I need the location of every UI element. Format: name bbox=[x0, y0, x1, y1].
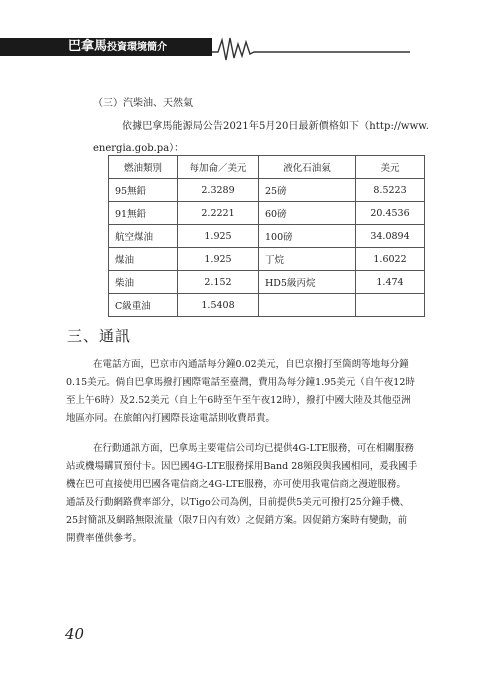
table-cell bbox=[356, 294, 425, 317]
paragraph-telephone bbox=[66, 356, 415, 428]
table-cell: 8.5223 bbox=[356, 179, 425, 202]
table-cell: HD5級丙烷 bbox=[259, 271, 356, 294]
paragraph-line: 至上午6時）及2.52美元（自上午6時至午至午夜12時），撥打中國大陸及其他亞洲 bbox=[66, 395, 411, 406]
page-number: 40 bbox=[65, 625, 85, 643]
table-cell: 2.152 bbox=[178, 271, 259, 294]
paragraph-line: 通話及行動網路費率部分，以Tigo公司為例，目前提供5美元可撥打25分鐘手機、 bbox=[66, 497, 410, 508]
table-cell: 25磅 bbox=[259, 179, 356, 202]
header-title-sub: 投資環境簡介 bbox=[107, 42, 168, 53]
table-cell: 2.2221 bbox=[178, 202, 259, 225]
table-row bbox=[109, 225, 425, 248]
section-title: 三、通訊 bbox=[67, 327, 132, 345]
page-header bbox=[0, 0, 480, 70]
column-header: 每加侖／美元 bbox=[178, 156, 259, 179]
table-row bbox=[109, 248, 425, 271]
paragraph-line: 在行動通訊方面，巴拿馬主要電信公司均已提供4G-LTE服務，可在相關服務 bbox=[93, 443, 414, 454]
table-cell bbox=[259, 294, 356, 317]
heartbeat-line-icon bbox=[180, 34, 410, 62]
intro-line-1: 依據巴拿馬能源局公告2021年5月20日最新價格如下（http://www. bbox=[122, 121, 429, 132]
column-header: 美元 bbox=[356, 156, 425, 179]
table-cell: 1.5408 bbox=[178, 294, 259, 317]
header-title-main: 巴拿馬 bbox=[68, 39, 108, 54]
table-row bbox=[109, 294, 425, 317]
table-cell: 91無鉛 bbox=[109, 202, 178, 225]
fuel-price-table bbox=[108, 155, 425, 317]
table-cell: 丁烷 bbox=[259, 248, 356, 271]
header-title bbox=[68, 38, 167, 56]
subsection-heading: （三）汽柴油、天然氣 bbox=[93, 98, 193, 109]
paragraph-line: 在電話方面，巴京市內通話每分鐘0.02美元，自巴京撥打至箇朗等地每分鐘 bbox=[93, 359, 409, 370]
paragraph-line: 機在巴可直接使用巴國各電信商之4G-LTE服務，亦可使用我電信商之漫遊服務。 bbox=[66, 479, 406, 490]
column-header: 燃油類別 bbox=[109, 156, 178, 179]
table-row bbox=[109, 202, 425, 225]
table-cell: 煤油 bbox=[109, 248, 178, 271]
paragraph-line: 站或機場購買預付卡。因巴國4G-LTE服務採用Band 28頻段與我國相同，爰我國手 bbox=[66, 461, 418, 472]
table-cell: 34.0894 bbox=[356, 225, 425, 248]
paragraph-line: 0.15美元。倘自巴拿馬撥打國際電話至臺灣，費用為每分鐘1.95美元（自午夜12時 bbox=[66, 377, 415, 388]
paragraph-line: 地區亦同。在旅館內打國際長途電話則收費昂貴。 bbox=[66, 413, 276, 424]
paragraph-line: 開費率僅供參考。 bbox=[66, 533, 143, 544]
table-cell: 航空煤油 bbox=[109, 225, 178, 248]
table-cell: 2.3289 bbox=[178, 179, 259, 202]
table-cell: 1.925 bbox=[178, 248, 259, 271]
table-row bbox=[109, 271, 425, 294]
table-cell: 1.6022 bbox=[356, 248, 425, 271]
table-header-row bbox=[109, 156, 425, 179]
paragraph-line: 25封簡訊及網路無限流量（限7日內有效）之促銷方案。因促銷方案時有變動，前 bbox=[66, 515, 408, 526]
table-cell: 1.925 bbox=[178, 225, 259, 248]
intro-line-2: energia.gob.pa）： bbox=[93, 143, 185, 154]
table-cell: 100磅 bbox=[259, 225, 356, 248]
paragraph-mobile bbox=[66, 440, 418, 548]
table-cell: 柴油 bbox=[109, 271, 178, 294]
table-cell: 60磅 bbox=[259, 202, 356, 225]
table-cell: 95無鉛 bbox=[109, 179, 178, 202]
table-cell: 20.4536 bbox=[356, 202, 425, 225]
table-row bbox=[109, 179, 425, 202]
column-header: 液化石油氣 bbox=[259, 156, 356, 179]
table-cell: 1.474 bbox=[356, 271, 425, 294]
table-cell: C級重油 bbox=[109, 294, 178, 317]
